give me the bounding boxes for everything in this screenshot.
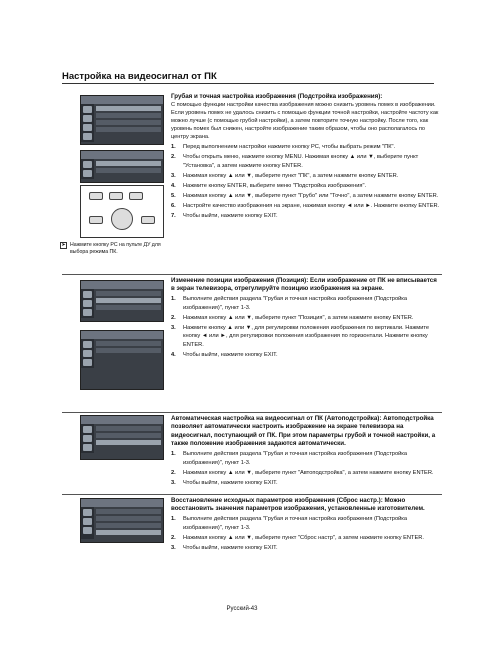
page-number: Русский-43 xyxy=(226,606,258,612)
section-lead: С помощью функции настройки качества изображения можно снизить уровень помех в изображении. Если уровень помех не удалось снизить с помощью функции точной настройки, настройте частоту как можно лучше (с помощью грубой настройки), а затем повторите точную настройку. После того, как уровень помех был снижен, настройте изображение таким образом, чтобы оно располагалось по центру экрана. xyxy=(171,102,439,141)
section-fine-coarse xyxy=(171,93,441,220)
step: 1. Перед выполнением настройки нажмите кнопку PC, чтобы выбрать режим "ПК". xyxy=(171,144,396,151)
step: 3. Чтобы выйти, нажмите кнопку EXIT. xyxy=(171,479,278,486)
divider xyxy=(62,494,442,495)
divider xyxy=(62,412,442,413)
step: 1. Выполните действия раздела "Грубая и точная настройка изображения (Подстройка изображения)", пункт 1-3. xyxy=(171,451,408,466)
osd-screenshot-5 xyxy=(80,415,164,460)
title-rule xyxy=(62,83,434,84)
page-title: Настройка на видеосигнал от ПК xyxy=(62,71,217,82)
step: 3. Нажмите кнопку ▲ или ▼, для регулировки положения изображения по вертикали. Нажмите кнопку ◄ или ►, для регулировки положения изображения по горизонтали. Нажмите кнопку ENTER. xyxy=(171,324,430,348)
step: 1. Выполните действия раздела "Грубая и точная настройка изображения (Подстройка изображения)", пункт 1-3. xyxy=(171,516,408,531)
step: 2. Нажимая кнопку ▲ или ▼, выберите пункт "Позиция", а затем нажмите кнопку ENTER. xyxy=(171,314,414,321)
note-arrow-icon: ➤ xyxy=(61,242,66,248)
section-position xyxy=(171,277,441,359)
section-autoadjust xyxy=(171,415,441,487)
divider xyxy=(62,274,442,275)
section-heading: Восстановление исходных параметров изображения (Сброс настр.): Можно восстановить значения параметров изображения, установленные изготовителем. xyxy=(171,497,425,513)
osd-screenshot-1 xyxy=(80,95,164,145)
step: 5. Нажимая кнопку ▲ или ▼, выберите пункт "Грубо" или "Точно", а затем нажмите кнопку ENTER. xyxy=(171,192,439,199)
note xyxy=(60,242,170,256)
osd-screenshot-4 xyxy=(80,330,164,390)
step: 4. Нажмите кнопку ENTER, выберите меню "Подстройка изображения". xyxy=(171,182,367,189)
remote-illustration xyxy=(80,185,164,238)
step: 1. Выполните действия раздела "Грубая и точная настройка изображения (Подстройка изображения)", пункт 1-3. xyxy=(171,296,408,311)
osd-screenshot-6 xyxy=(80,498,164,543)
step: 3. Чтобы выйти, нажмите кнопку EXIT. xyxy=(171,544,278,551)
step: 6. Настройте качество изображения на экране, нажимая кнопку ◄ или ►. Нажмите кнопку ENTER. xyxy=(171,202,440,209)
step: 4. Чтобы выйти, нажмите кнопку EXIT. xyxy=(171,351,278,358)
osd-screenshot-2 xyxy=(80,150,164,183)
osd-screenshot-3 xyxy=(80,280,164,322)
section-heading: Изменение позиции изображения (Позиция): Если изображение от ПК не вписывается в экран телевизора, отрегулируйте позицию изображения на экране. xyxy=(171,277,437,293)
note-text: Нажмите кнопку PC на пульте ДУ для выбора режима ПК. xyxy=(70,242,161,255)
step: 2. Нажимая кнопку ▲ или ▼, выберите пункт "Автоподстройка", а затем нажмите кнопку ENTER. xyxy=(171,469,434,476)
step: 3. Нажимая кнопку ▲ или ▼, выберите пункт "ПК", а затем нажмите кнопку ENTER. xyxy=(171,172,399,179)
section-heading: Автоматическая настройка на видеосигнал от ПК (Автоподстройка): Автоподстройка позволяет автоматически настроить изображение на экране телевизора на видеосигнал, поступающий от ПК. При этом параметры грубой и точной настройки, а также положение изображения задаются автоматически. xyxy=(171,415,436,448)
section-heading: Грубая и точная настройка изображения (Подстройка изображения): xyxy=(171,93,383,100)
step: 7. Чтобы выйти, нажмите кнопку EXIT. xyxy=(171,212,278,219)
section-reset xyxy=(171,497,441,552)
step: 2. Нажимая кнопку ▲ или ▼, выберите пункт "Сброс настр", а затем нажмите кнопку ENTER. xyxy=(171,534,424,541)
step: 2. Чтобы открыть меню, нажмите кнопку MENU. Нажимая кнопку ▲ или ▼, выберите пункт "Установка", а затем нажмите кнопку ENTER. xyxy=(171,154,419,169)
